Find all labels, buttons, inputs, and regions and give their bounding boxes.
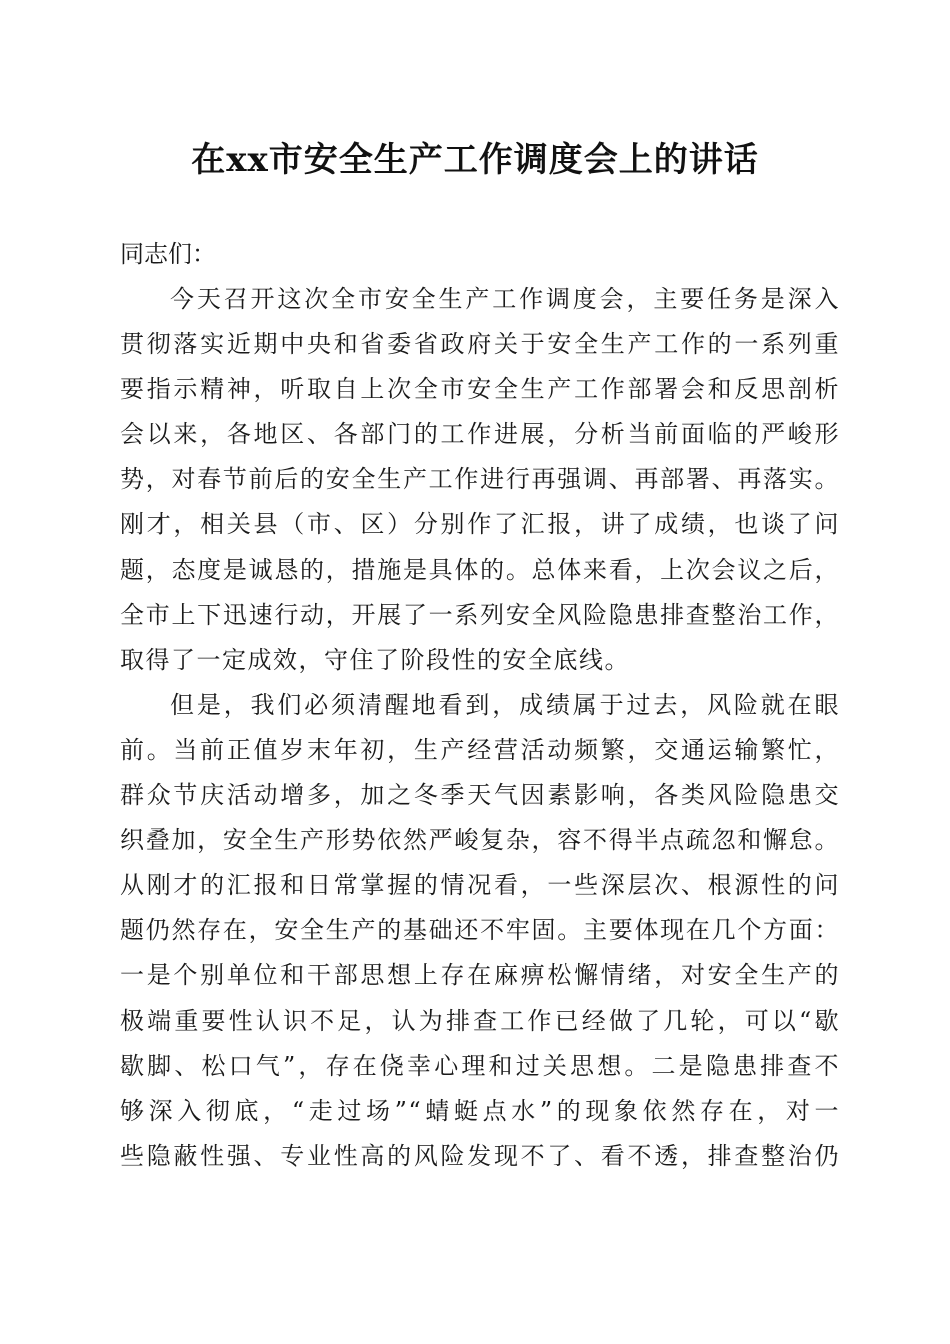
paragraph-line: 取得了一定成效，守住了阶段性的安全底线。 — [120, 645, 630, 674]
salutation: 同志们： — [120, 240, 216, 268]
paragraph-1 — [120, 277, 840, 683]
document-title: 在xx市安全生产工作调度会上的讲话 — [191, 140, 759, 180]
paragraph-line: 今天召开这次全市安全生产工作调度会，主要任务是深入 — [170, 285, 840, 313]
paragraph-2 — [120, 683, 840, 1179]
paragraph-line: 从刚才的汇报和日常掌握的情况看，一些深层次、根源性的问 — [120, 871, 840, 900]
paragraph-line: 题，态度是诚恳的，措施是具体的。总体来看，上次会议之后， — [120, 555, 840, 584]
paragraph-line: 刚才，相关县（市、区）分别作了汇报，讲了成绩，也谈了问 — [120, 510, 840, 539]
paragraph-line: 题仍然存在，安全生产的基础还不牢固。主要体现在几个方面： — [120, 916, 840, 945]
paragraph-line: 前。当前正值岁末年初，生产经营活动频繁，交通运输繁忙， — [120, 735, 840, 764]
paragraph-line: 够深入彻底，“走过场”“蜻蜓点水”的现象依然存在，对一 — [120, 1096, 840, 1125]
paragraph-line: 会以来，各地区、各部门的工作进展，分析当前面临的严峻形 — [120, 420, 840, 449]
paragraph-line: 织叠加，安全生产形势依然严峻复杂，容不得半点疏忽和懈怠。 — [120, 826, 840, 855]
paragraph-line: 全市上下迅速行动，开展了一系列安全风险隐患排查整治工作， — [120, 600, 840, 629]
paragraph-line: 势，对春节前后的安全生产工作进行再强调、再部署、再落实。 — [120, 465, 840, 494]
paragraph-line: 一是个别单位和干部思想上存在麻痹松懈情绪，对安全生产的 — [120, 961, 840, 990]
paragraph-line: 要指示精神，听取自上次全市安全生产工作部署会和反思剖析 — [120, 375, 840, 404]
paragraph-line: 贯彻落实近期中央和省委省政府关于安全生产工作的一系列重 — [120, 330, 840, 359]
paragraph-line: 群众节庆活动增多，加之冬季天气因素影响，各类风险隐患交 — [120, 781, 840, 810]
paragraph-line: 极端重要性认识不足，认为排查工作已经做了几轮，可以“歇 — [120, 1006, 840, 1035]
paragraph-line: 些隐蔽性强、专业性高的风险发现不了、看不透，排查整治仍 — [120, 1141, 840, 1170]
paragraph-line: 歇脚、松口气”，存在侥幸心理和过关思想。二是隐患排查不 — [120, 1051, 840, 1080]
paragraph-line: 但是，我们必须清醒地看到，成绩属于过去，风险就在眼 — [170, 690, 840, 719]
document-body — [120, 232, 840, 1179]
